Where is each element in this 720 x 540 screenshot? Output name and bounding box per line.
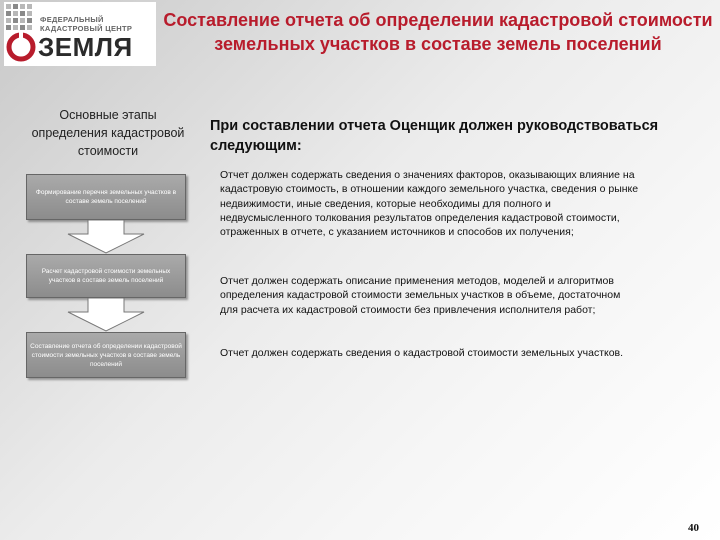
down-arrow-icon [66, 220, 146, 254]
logo-line-2: КАДАСТРОВЫЙ ЦЕНТР [40, 24, 133, 33]
step-box-3 [26, 332, 186, 378]
logo-grid-icon [6, 4, 36, 34]
step-label-2: Расчет кадастровой стоимости земельных участков в составе земель поселений [41, 268, 171, 284]
step-box-1 [26, 174, 186, 220]
step-label-1: Формирование перечня земельных участков в составе земель поселений [35, 189, 177, 205]
page-title: Составление отчета об определении кадастровой стоимости земельных участков в составе земель поселений [163, 10, 713, 54]
logo-emblem-icon [6, 32, 36, 62]
paragraph-cadastral-value: Отчет должен содержать сведения о кадастровой стоимости земельных участков. [220, 347, 624, 359]
step-label-3: Составление отчета об определении кадастровой стоимости земельных участков в составе земель поселений [30, 342, 182, 368]
stages-title: Основные этапы определения кадастровой стоимости [31, 108, 185, 158]
paragraph-methods: Отчет должен содержать описание применения методов, моделей и алгоритмов определения кадастровой стоимости земельных участков в объеме, достаточном для расчета их кадастровой стоимости без привлечения исполнителя работ; [220, 275, 621, 316]
step-box-2 [26, 254, 186, 298]
logo-line-1: ФЕДЕРАЛЬНЫЙ [40, 15, 104, 24]
main-heading: При составлении отчета Оценщик должен руководствоваться следующим: [210, 118, 659, 154]
page-number: 40 [688, 522, 699, 534]
logo-brand: ЗЕМЛЯ [38, 32, 133, 62]
paragraph-factors: Отчет должен содержать сведения о значениях факторов, оказывающих влияние на кадастровую стоимость, в отношении каждого земельного участка, сведения о рынке недвижимости, иные сведения, которые необходимы для полного и недвусмысленного толкования результатов определения кадастровой стоимости, отраженных в отчете, с указанием источников и способов их получения; [220, 169, 639, 239]
down-arrow-icon [66, 298, 146, 332]
logo [4, 2, 156, 66]
